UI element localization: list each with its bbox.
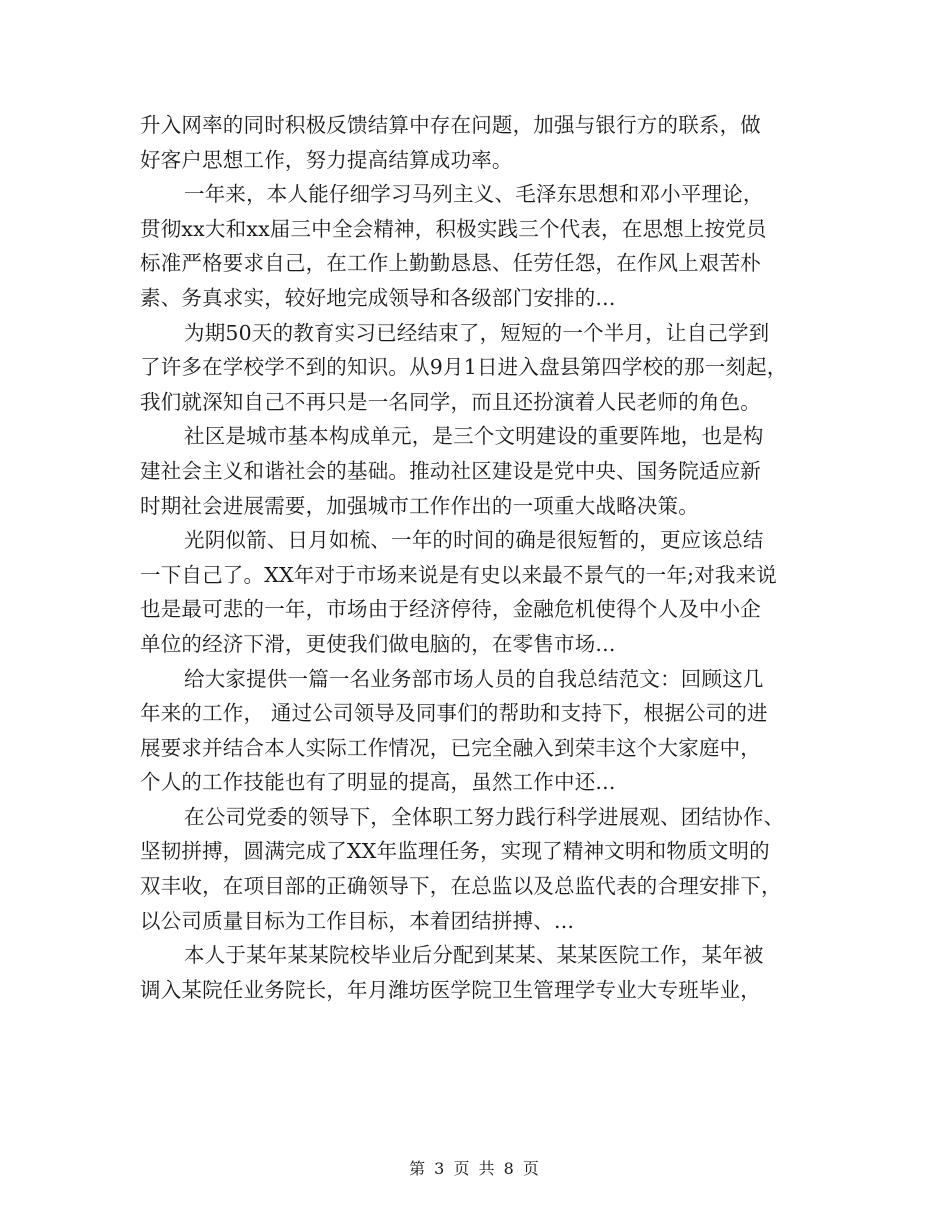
text-line: 社区是城市基本构成单元，是三个文明建设的重要阵地，也是构 <box>184 424 764 449</box>
text-line: 本人于某年某某院校毕业后分配到某某、某某医院工作，某年被 <box>184 943 764 968</box>
text-line: 好客户思想工作，努力提高结算成功率。 <box>140 147 513 172</box>
text-line: 以公司质量目标为工作目标，本着团结拼搏、... <box>140 908 575 933</box>
text-line: 升入网率的同时积极反馈结算中存在问题，加强与银行方的联系，做 <box>140 113 761 137</box>
text-line: 建社会主义和谐社会的基础。推动社区建设是党中央、国务院适应新 <box>140 458 761 483</box>
text-line: 双丰收，在项目部的正确领导下，在总监以及总监代表的合理安排下， <box>140 874 782 899</box>
text-line: 时期社会进展需要，加强城市工作作出的一项重大战略决策。 <box>140 493 699 518</box>
document-body <box>140 108 840 1007</box>
text-line: 坚韧拼搏，圆满完成了XX年监理任务，实现了精神文明和物质文明的 <box>140 839 770 864</box>
text-line: 给大家提供一篇一名业务部市场人员的自我总结范文：回顾这几 <box>184 666 764 691</box>
text-line: 一下自己了。XX年对于市场来说是有史以来最不景气的一年;对我来说 <box>140 562 777 587</box>
text-line: 为期50天的教育实习已经结束了，短短的一个半月，让自己学到 <box>184 320 770 345</box>
text-line: 标准严格要求自己，在工作上勤勤恳恳、任劳任怨，在作风上艰苦朴 <box>140 251 761 276</box>
text-line: 调入某院任业务院长，年月潍坊医学院卫生管理学专业大专班毕业， <box>140 977 761 1002</box>
text-line: 年来的工作， 通过公司领导及同事们的帮助和支持下，根据公司的进 <box>140 701 768 726</box>
text-line: 单位的经济下滑，更使我们做电脑的，在零售市场... <box>140 631 616 656</box>
text-line: 在公司党委的领导下，全体职工努力践行科学进展观、团结协作、 <box>184 804 785 829</box>
text-line: 光阴似箭、日月如梳、一年的时间的确是很短暂的，更应该总结 <box>184 528 764 553</box>
text-line: 贯彻xx大和xx届三中全会精神，积极实践三个代表，在思想上按党员 <box>140 216 767 241</box>
text-line: 个人的工作技能也有了明显的提高，虽然工作中还... <box>140 770 616 795</box>
page-footer: 第 3 页 共 8 页 <box>409 1159 541 1178</box>
text-line: 我们就深知自己不再只是一名同学，而且还扮演着人民老师的角色。 <box>140 389 761 414</box>
text-line: 一年来，本人能仔细学习马列主义、毛泽东思想和邓小平理论， <box>184 182 764 207</box>
text-line: 展要求并结合本人实际工作情况，已完全融入到荣丰这个大家庭中， <box>140 735 761 760</box>
text-line: 也是最可悲的一年，市场由于经济停待，金融危机使得个人及中小企 <box>140 597 761 622</box>
text-line: 素、务真求实，较好地完成领导和各级部门安排的... <box>140 285 616 310</box>
text-line: 了许多在学校学不到的知识。从9月1日进入盘县第四学校的那一刻起， <box>140 355 788 380</box>
